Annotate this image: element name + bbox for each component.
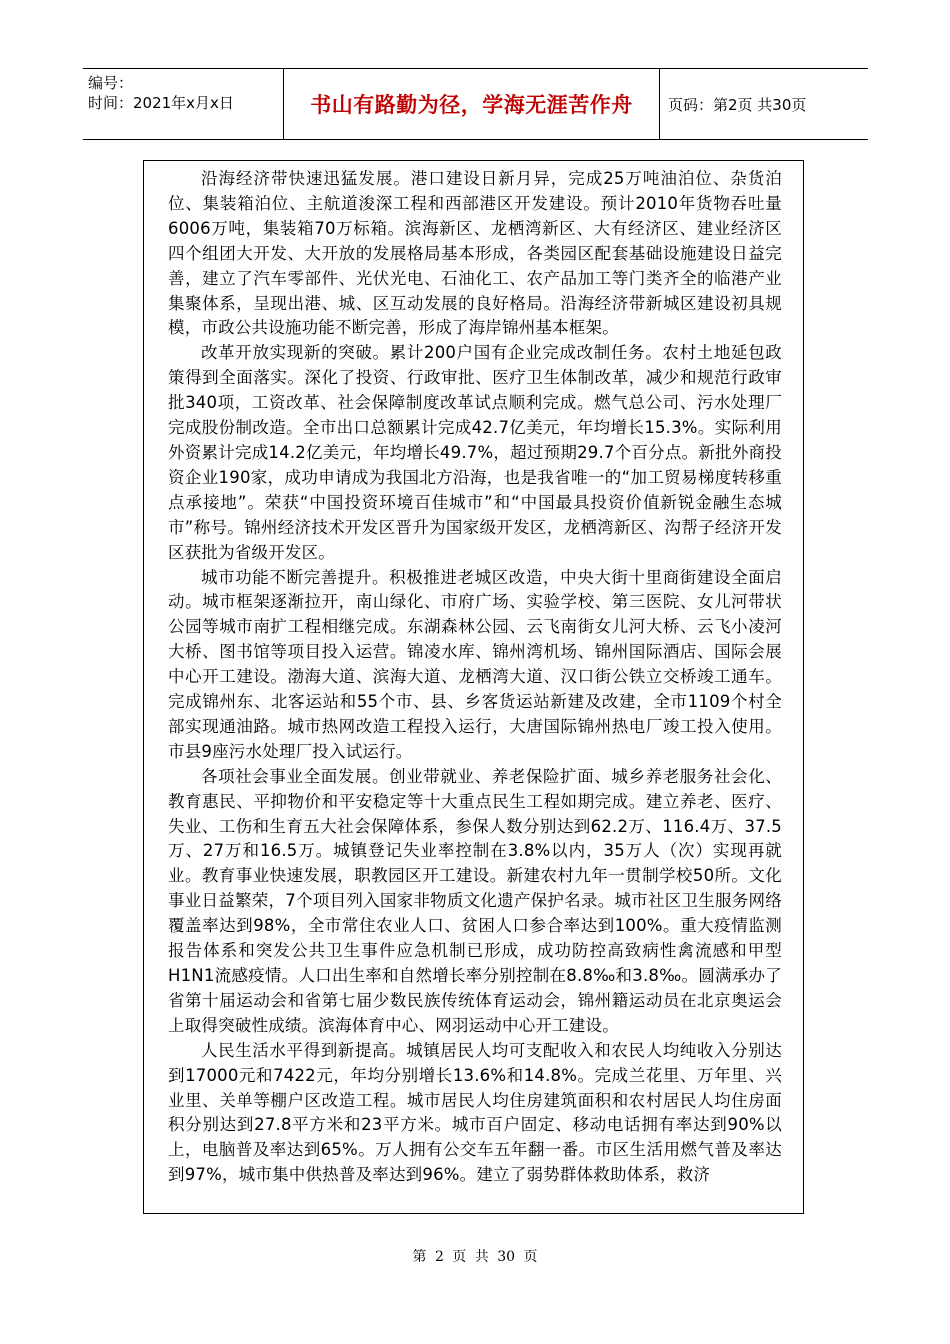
paragraph-city-function: 城市功能不断完善提升。积极推进老城区改造，中央大街十里商街建设全面启动。城市框架逐渐拉开，南山绿化、市府广场、实验学校、第三医院、女儿河带状公园等城市南扩工程相继完成。东湖森林公园、云飞南街女儿河大桥、云飞小凌河大桥、图书馆等项目投入运营。锦凌水库、锦州湾机场、锦州国际酒店、国际会展中心开工建设。渤海大道、滨海大道、龙栖湾大道、汉口街公铁立交桥竣工通车。完成锦州东、北客运站和55个市、县、乡客货运站新建及改建，全市1109个村全部实现通油路。城市热网改造工程投入运行，大唐国际锦州热电厂竣工投入使用。市县9座污水处理厂投入试运行。 — [168, 567, 782, 761]
header-page-info: 页码：第2页 共30页 — [668, 95, 807, 114]
paragraph-living-standards: 人民生活水平得到新提高。城镇居民人均可支配收入和农民人均纯收入分别达到17000元和7422元，年均分别增长13.6%和14.8%。完成兰花里、万年里、兴业里、关单等棚户区改造工程。城市居民人均住房建筑面积和农村居民人均住房面积分别达到27.8平方米和23平方米。城市百户固定、移动电话拥有率达到90%以上，电脑普及率达到65%。万人拥有公交车五年翻一番。市区生活用燃气普及率达到97%，城市集中供热普及率达到96%。建立了弱势群体救助体系，救济 — [168, 1040, 782, 1185]
code-label: 编号： — [88, 74, 134, 92]
header-meta — [83, 69, 283, 139]
paragraph-coastal-economy: 沿海经济带快速迅猛发展。港口建设日新月异，完成25万吨油泊位、杂货泊位、集装箱泊位、主航道浚深工程和西部港区开发建设。预计2010年货物吞吐量6006万吨，集装箱70万标箱。滨海新区、龙栖湾新区、大有经济区、建业经济区四个组团大开发、大开放的发展格局基本形成，各类园区配套基础设施建设日益完善，建立了汽车零部件、光伏光电、石油化工、农产品加工等门类齐全的临港产业集聚体系，呈现出港、城、区互动发展的良好格局。沿海经济带新城区建设初具规模，市政公共设施功能不断完善，形成了海岸锦州基本框架。 — [168, 169, 782, 338]
content-frame — [143, 160, 804, 1214]
time-label: 时间：2021年x月x日 — [88, 94, 234, 112]
page-header — [83, 68, 868, 140]
page-footer: 第 2 页 共 30 页 — [412, 1249, 538, 1265]
paragraph-social-affairs: 各项社会事业全面发展。创业带就业、养老保险扩面、城乡养老服务社会化、教育惠民、平抑物价和平安稳定等十大重点民生工程如期完成。建立养老、医疗、失业、工伤和生育五大社会保障体系，参保人数分别达到62.2万、116.4万、37.5万、27万和16.5万。城镇登记失业率控制在3.8%以内，35万人（次）实现再就业。教育事业快速发展，职教园区开工建设。新建农村九年一贯制学校50所。文化事业日益繁荣，7个项目列入国家非物质文化遗产保护名录。城市社区卫生服务网络覆盖率达到98%，全市常住农业人口、贫困人口参合率达到100%。重大疫情监测报告体系和突发公共卫生事件应急机制已形成，成功防控高致病性禽流感和甲型H1N1流感疫情。人口出生率和自然增长率分别控制在8.8‰和3.8‰。圆满承办了省第十届运动会和省第七届少数民族传统体育运动会，锦州籍运动员在北京奥运会上取得突破性成绩。滨海体育中心、网羽运动中心开工建设。 — [168, 766, 782, 1035]
paragraph-reform-opening: 改革开放实现新的突破。累计200户国有企业完成改制任务。农村土地延包政策得到全面落实。深化了投资、行政审批、医疗卫生体制改革，减少和规范行政审批340项，工资改革、社会保障制度改革试点顺利完成。燃气总公司、污水处理厂完成股份制改造。全市出口总额累计完成42.7亿美元，年均增长15.3%。实际利用外资累计完成14.2亿美元，年均增长49.7%，超过预期29.7个百分点。新批外商投资企业190家，成功申请成为我国北方沿海，也是我省唯一的“加工贸易梯度转移重点承接地”。荣获“中国投资环境百佳城市”和“中国最具投资价值新锐金融生态城市”称号。锦州经济技术开发区晋升为国家级开发区，龙栖湾新区、沟帮子经济开发区获批为省级开发区。 — [168, 343, 782, 562]
header-motto: 书山有路勤为径，学海无涯苦作舟 — [283, 69, 660, 139]
